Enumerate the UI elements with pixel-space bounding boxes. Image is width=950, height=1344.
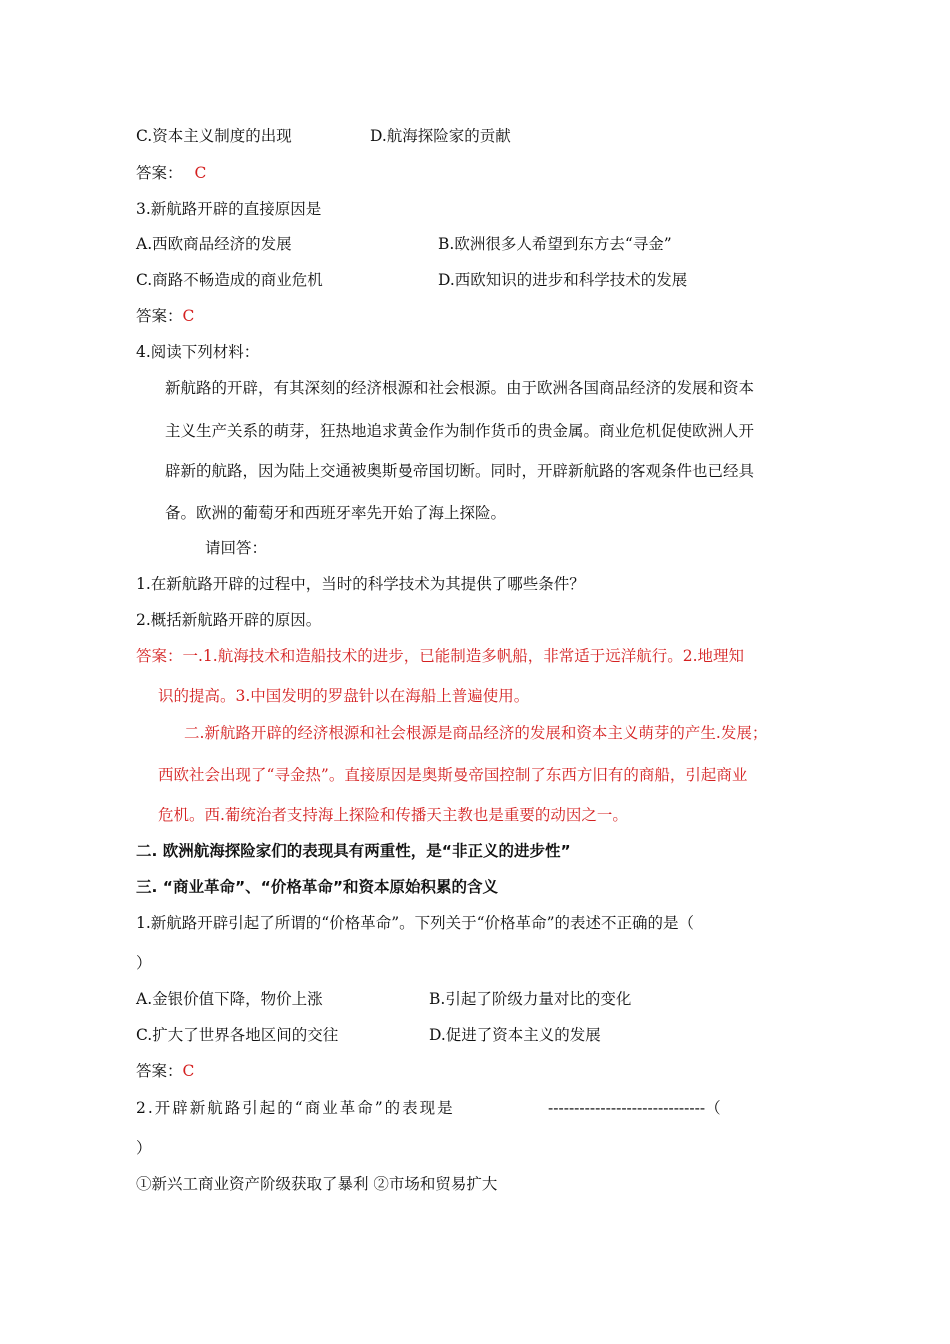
s3-q2-stem-end: ）: [136, 1139, 152, 1157]
q4-answer-line-3: 二.新航路开辟的经济根源和社会根源是商品经济的发展和资本主义萌芽的产生.发展；: [184, 724, 768, 742]
s3-q1-answer: [136, 1060, 194, 1082]
s3-q2-options: ①新兴工商业资产阶级获取了暴利 ②市场和贸易扩大: [136, 1175, 498, 1193]
s3-q1-option-b: B.引起了阶级力量对比的变化: [429, 990, 632, 1008]
q4-material-line-3: 辟新的航路，因为陆上交通被奥斯曼帝国切断。同时，开辟新航路的客观条件也已经具: [165, 462, 755, 480]
section-heading-3: 三. “商业革命”、“价格革命”和资本原始积累的含义: [136, 878, 499, 896]
q4-answer-line-2: 识的提高。3.中国发明的罗盘针以在海船上普遍使用。: [158, 687, 530, 705]
q4-material-line-2: 主义生产关系的萌芽，狂热地追求黄金作为制作货币的贵金属。商业危机促使欧洲人开: [165, 422, 755, 440]
answer-value: C: [182, 307, 195, 325]
q4-answer-line-4: 西欧社会出现了“寻金热”。直接原因是奥斯曼帝国控制了东西方旧有的商船，引起商业: [158, 766, 748, 784]
s3-q1-stem: 1.新航路开辟引起了所谓的“价格革命”。下列关于“价格革命”的表述不正确的是（: [136, 914, 694, 932]
q3-option-a: A.西欧商品经济的发展: [136, 235, 292, 253]
s3-q1-stem-end: ）: [136, 954, 152, 972]
q4-material-line-4: 备。欧洲的葡萄牙和西班牙率先开始了海上探险。: [165, 504, 507, 522]
q3-option-b: B.欧洲很多人希望到东方去“寻金”: [438, 235, 672, 253]
q4-sub-question-1: 1.在新航路开辟的过程中，当时的科学技术为其提供了哪些条件？: [136, 575, 585, 593]
answer-label: 答案：: [136, 1062, 183, 1080]
q4-prompt: 请回答：: [205, 539, 268, 557]
q3-option-c: C.商路不畅造成的商业危机: [136, 271, 323, 289]
s3-q1-option-a: A.金银价值下降，物价上涨: [136, 990, 323, 1008]
q3-stem: 3.新航路开辟的直接原因是: [136, 200, 322, 218]
s3-q2-blank: ------------------------------（: [548, 1099, 721, 1117]
q4-stem: 4.阅读下列材料：: [136, 343, 260, 361]
answer-label: 答案：: [136, 164, 183, 182]
s3-q1-option-c: C.扩大了世界各地区间的交往: [136, 1026, 339, 1044]
q2-option-c: C.资本主义制度的出现: [136, 127, 292, 145]
q4-answer-line-5: 危机。西.葡统治者支持海上探险和传播天主教也是重要的动因之一。: [158, 806, 628, 824]
q3-option-d: D.西欧知识的进步和科学技术的发展: [438, 271, 688, 289]
q2-option-d: D.航海探险家的贡献: [370, 127, 511, 145]
q3-answer: [136, 305, 194, 327]
s3-q1-option-d: D.促进了资本主义的发展: [429, 1026, 601, 1044]
s3-q2-stem: 2.开辟新航路引起的“商业革命”的表现是: [136, 1099, 455, 1117]
section-heading-2: 二. 欧洲航海探险家们的表现具有两重性，是“非正义的进步性”: [136, 842, 571, 860]
answer-label: 答案：: [136, 307, 183, 325]
answer-value: C: [194, 164, 207, 182]
q4-material-line-1: 新航路的开辟，有其深刻的经济根源和社会根源。由于欧洲各国商品经济的发展和资本: [165, 379, 755, 397]
q4-sub-question-2: 2.概括新航路开辟的原因。: [136, 611, 322, 629]
q4-answer-line-1: 答案：一.1.航海技术和造船技术的进步，已能制造多帆船，非常适于远洋航行。2.地理知: [136, 647, 745, 665]
q2-answer: [136, 162, 206, 184]
answer-value: C: [182, 1062, 195, 1080]
